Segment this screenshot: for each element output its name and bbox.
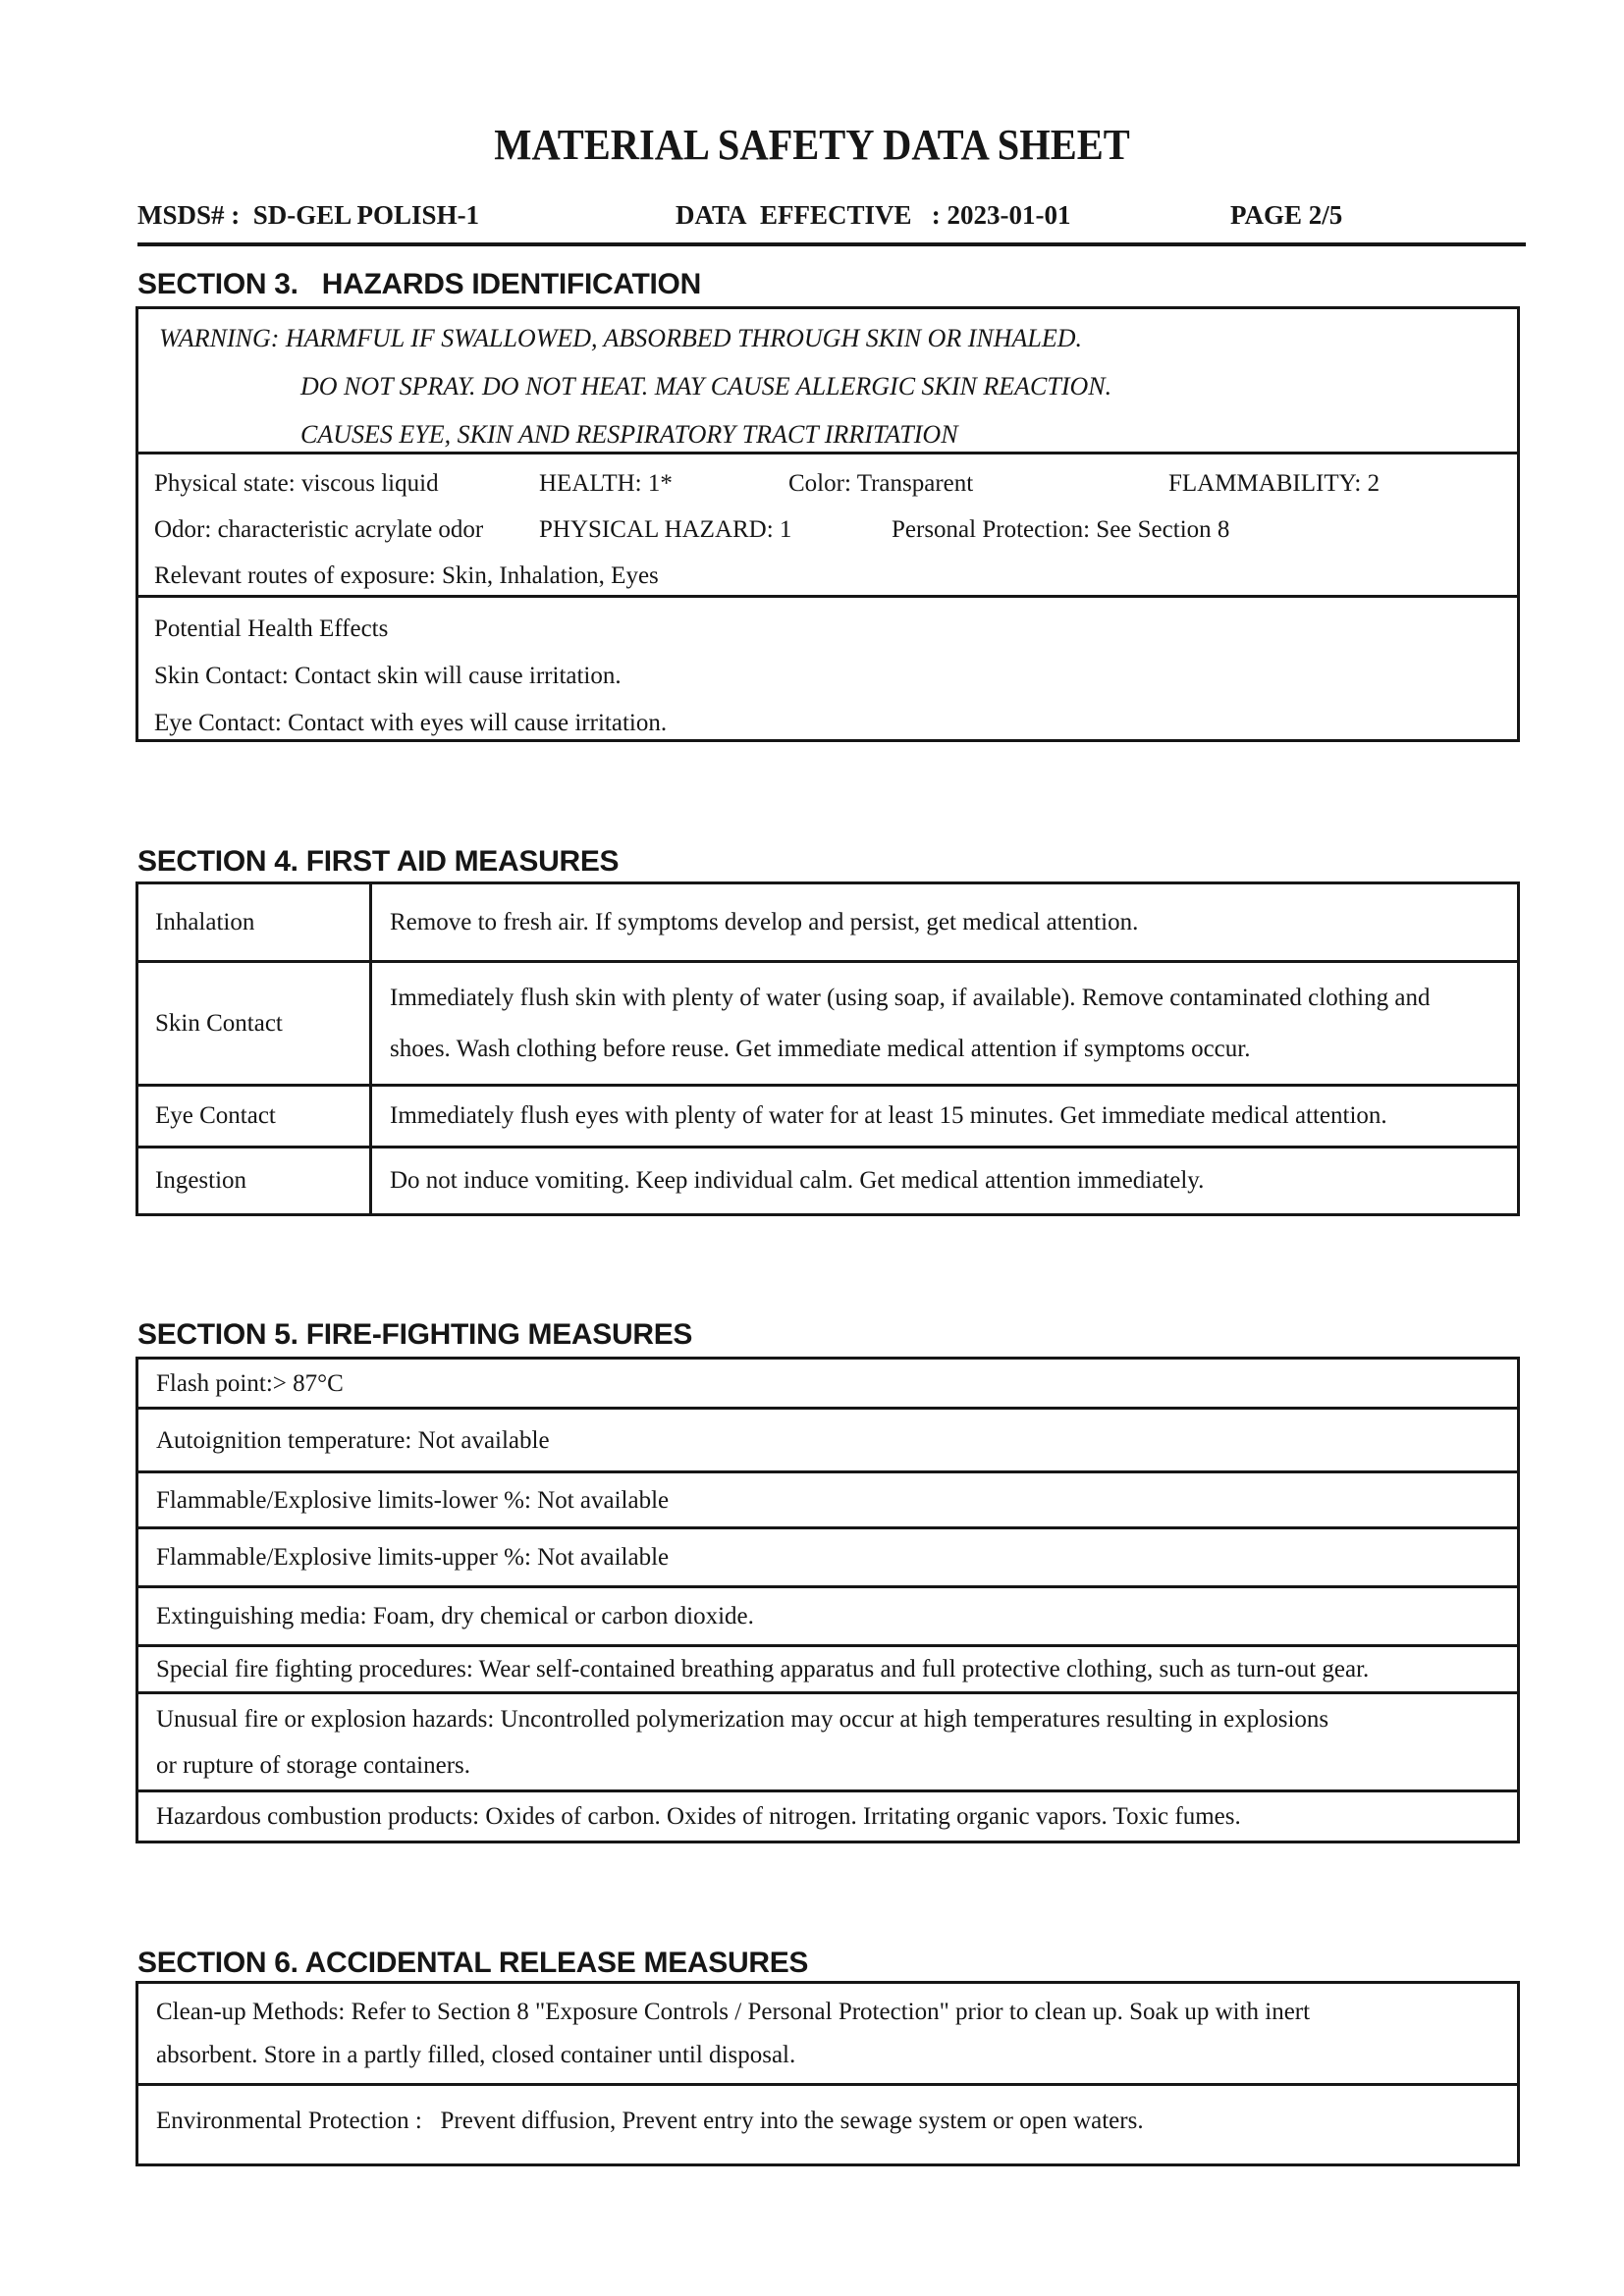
row-text: [372, 1148, 1517, 1213]
section3-heading: SECTION 3. HAZARDS IDENTIFICATION: [137, 268, 701, 300]
text-line: shoes. Wash clothing before reuse. Get immediate medical attention if symptoms occur.: [390, 1035, 1251, 1062]
routes-of-exposure: Relevant routes of exposure: Skin, Inhalation, Eyes: [154, 562, 659, 589]
first-aid-row-ingestion: [138, 1148, 1517, 1213]
health-effects-line: Skin Contact: Contact skin will cause irritation.: [154, 663, 622, 689]
potential-health-effects-block: [138, 598, 1517, 736]
health-rating: HEALTH: 1*: [539, 470, 673, 497]
fire-row-limits-lower: [138, 1473, 1517, 1529]
text-line: Do not induce vomiting. Keep individual calm. Get medical attention immediately.: [390, 1167, 1205, 1194]
text-line: Flammable/Explosive limits-upper %: Not available: [156, 1544, 670, 1571]
section3-box: [135, 306, 1520, 742]
row-text: [372, 963, 1517, 1084]
fire-row-limits-upper: [138, 1529, 1517, 1588]
fire-row-combustion-products: [138, 1792, 1517, 1841]
first-aid-row-eye-contact: [138, 1087, 1517, 1148]
text-line: Autoignition temperature: Not available: [156, 1426, 550, 1454]
row-label: Eye Contact: [138, 1087, 372, 1146]
physical-properties-block: [138, 454, 1517, 598]
properties-row: [138, 553, 1517, 599]
msds-number: MSDS# : SD-GEL POLISH-1: [137, 200, 480, 230]
health-effects-line: Potential Health Effects: [154, 615, 389, 642]
fire-row-autoignition: [138, 1410, 1517, 1473]
fire-row-unusual-hazards: [138, 1694, 1517, 1792]
odor-value: Odor: characteristic acrylate odor: [154, 516, 484, 543]
warning-line: WARNING: HARMFUL IF SWALLOWED, ABSORBED THROUGH SKIN OR INHALED.: [159, 324, 1082, 352]
hazard-warning-block: [138, 309, 1517, 454]
text-line: or rupture of storage containers.: [156, 1751, 471, 1779]
first-aid-row-skin-contact: [138, 963, 1517, 1087]
section4-table: [135, 881, 1520, 1216]
row-label: Skin Contact: [138, 963, 372, 1084]
first-aid-row-inhalation: [138, 884, 1517, 963]
text-line: Immediately flush eyes with plenty of water for at least 15 minutes. Get immediate medical attention.: [390, 1102, 1387, 1129]
fire-row-special-procedures: [138, 1647, 1517, 1694]
section5-table: [135, 1357, 1520, 1843]
release-row-cleanup-methods: [138, 1984, 1517, 2086]
personal-protection-value: Personal Protection: See Section 8: [892, 516, 1230, 543]
health-effects-line: Eye Contact: Contact with eyes will cause irritation.: [154, 710, 668, 736]
header-divider: [137, 242, 1526, 246]
text-line: Hazardous combustion products: Oxides of carbon. Oxides of nitrogen. Irritating organic vapors. Toxic fumes.: [156, 1803, 1241, 1830]
text-line: Unusual fire or explosion hazards: Uncontrolled polymerization may occur at high temperatures resulting in explosions: [156, 1705, 1329, 1733]
row-text: [372, 1087, 1517, 1146]
warning-line: CAUSES EYE, SKIN AND RESPIRATORY TRACT IRRITATION: [300, 420, 958, 449]
flammability-rating: FLAMMABILITY: 2: [1168, 470, 1380, 497]
document-title: MATERIAL SAFETY DATA SHEET: [494, 121, 1130, 169]
section6-table: [135, 1981, 1520, 2166]
release-row-environmental-protection: [138, 2086, 1517, 2163]
fire-row-flash-point: [138, 1360, 1517, 1410]
properties-row: [138, 460, 1517, 507]
text-line: Immediately flush skin with plenty of water (using soap, if available). Remove contaminated clothing and: [390, 984, 1431, 1011]
text-line: Flash point:> 87°C: [156, 1369, 344, 1397]
text-line: absorbent. Store in a partly filled, closed container until disposal.: [156, 2041, 796, 2068]
color-value: Color: Transparent: [788, 470, 974, 497]
section6-heading: SECTION 6. ACCIDENTAL RELEASE MEASURES: [137, 1947, 809, 1979]
row-label: Inhalation: [138, 884, 372, 960]
text-line: Flammable/Explosive limits-lower %: Not available: [156, 1486, 670, 1514]
text-line: Environmental Protection : Prevent diffusion, Prevent entry into the sewage system or open waters.: [156, 2108, 1144, 2134]
text-line: Special fire fighting procedures: Wear self-contained breathing apparatus and full protective clothing, such as turn-out gear.: [156, 1656, 1370, 1682]
text-line: Remove to fresh air. If symptoms develop and persist, get medical attention.: [390, 908, 1139, 935]
warning-line: DO NOT SPRAY. DO NOT HEAT. MAY CAUSE ALLERGIC SKIN REACTION.: [300, 372, 1112, 400]
document-meta-row: [0, 200, 1624, 240]
section5-heading: SECTION 5. FIRE-FIGHTING MEASURES: [137, 1318, 693, 1351]
text-line: Clean-up Methods: Refer to Section 8 "Exposure Controls / Personal Protection" prior to clean up. Soak up with inert: [156, 1998, 1311, 2025]
row-text: [372, 884, 1517, 960]
page-number: PAGE 2/5: [1230, 200, 1343, 230]
row-label: Ingestion: [138, 1148, 372, 1213]
physical-state-value: Physical state: viscous liquid: [154, 470, 439, 497]
physical-hazard-rating: PHYSICAL HAZARD: 1: [539, 516, 792, 543]
effective-date: DATA EFFECTIVE : 2023-01-01: [676, 200, 1071, 230]
section4-heading: SECTION 4. FIRST AID MEASURES: [137, 845, 620, 878]
text-line: Extinguishing media: Foam, dry chemical or carbon dioxide.: [156, 1603, 754, 1629]
fire-row-extinguishing-media: [138, 1588, 1517, 1647]
properties-row: [138, 507, 1517, 553]
